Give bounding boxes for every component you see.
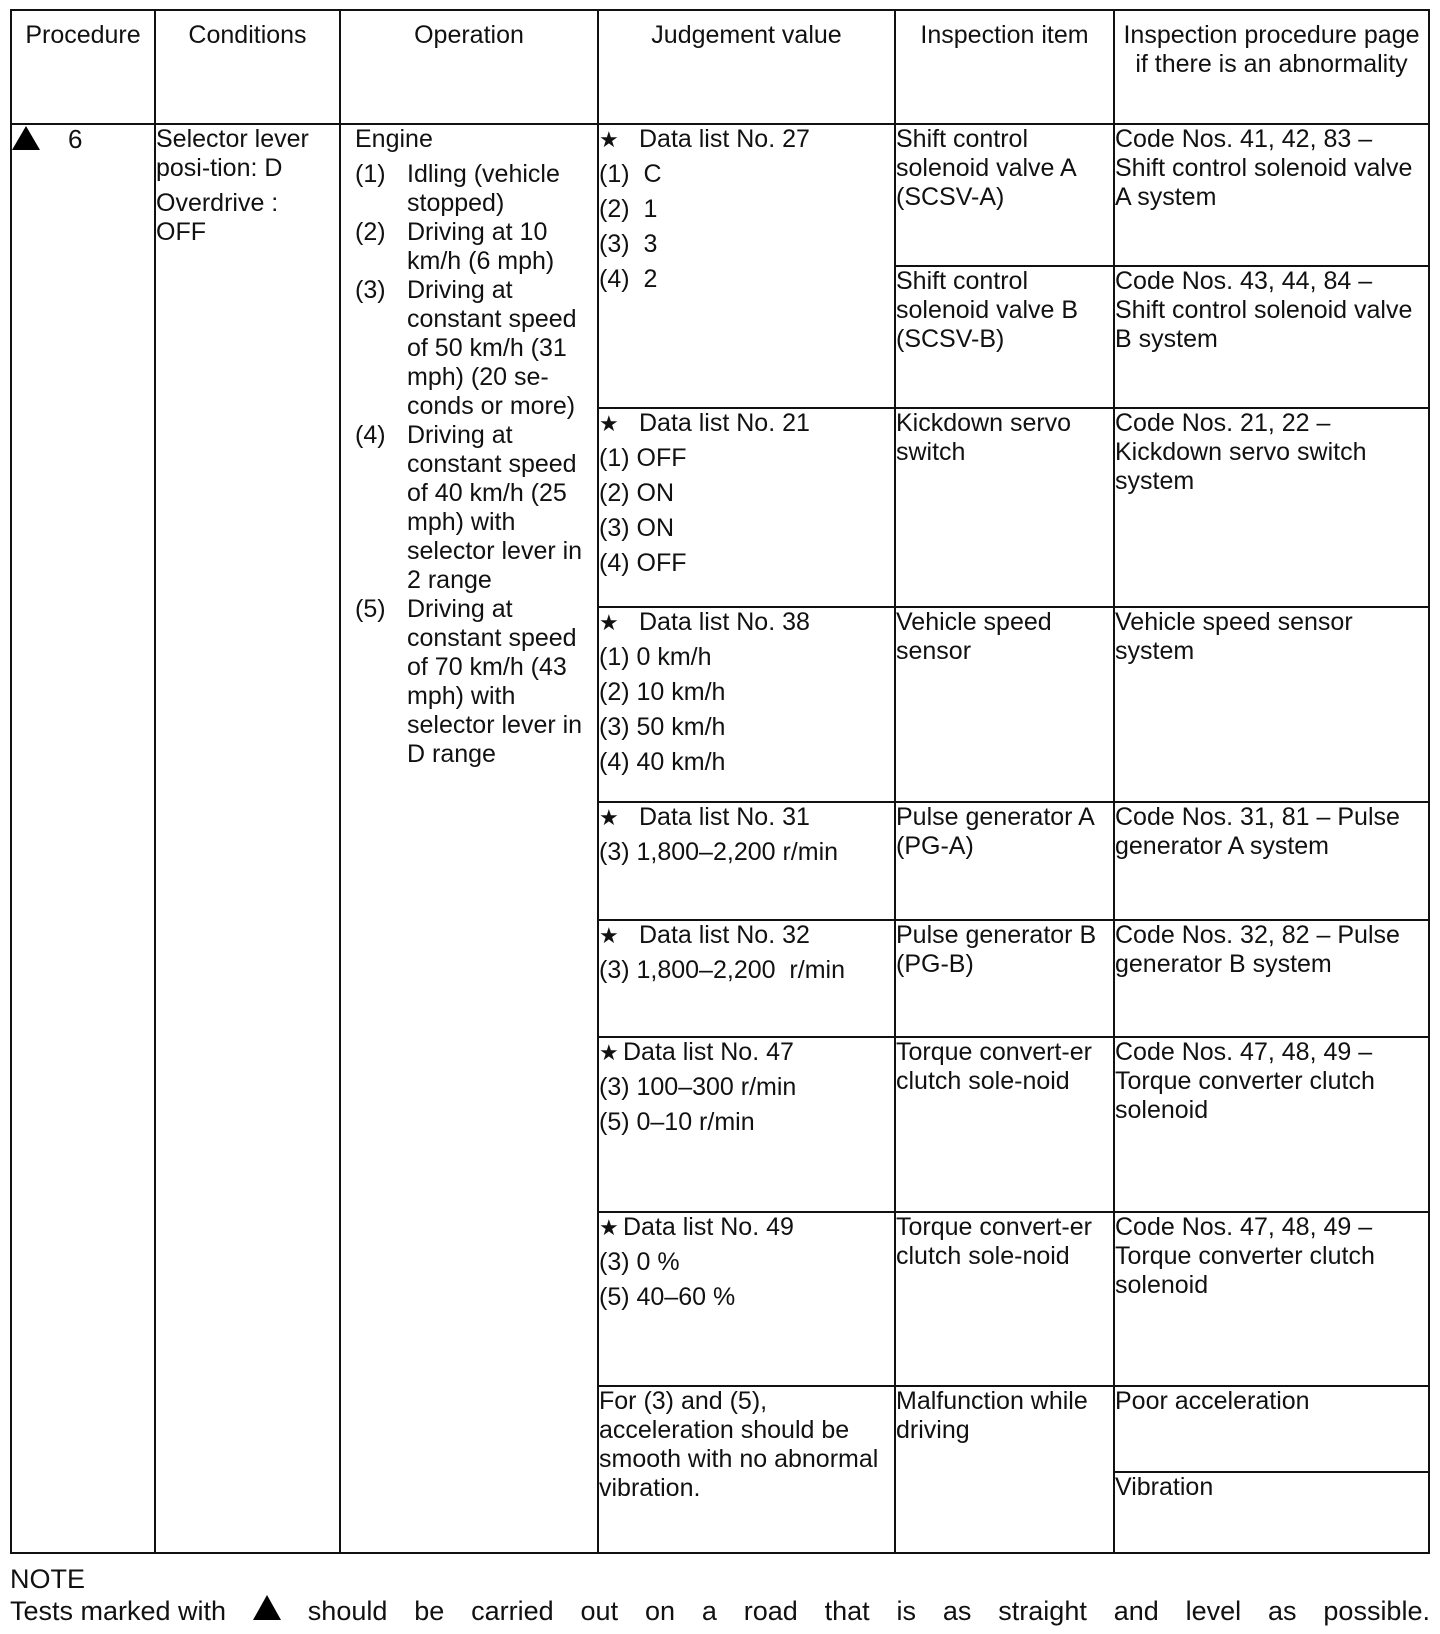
header-judgement-value: Judgement value bbox=[598, 10, 895, 124]
inspection-procedure-cell: Code Nos. 31, 81 – Pulse generator A system bbox=[1114, 802, 1429, 920]
inspection-procedure-cell: Vibration bbox=[1114, 1472, 1429, 1553]
judgement-cell bbox=[598, 607, 895, 803]
judgement-line: (3) 50 km/h bbox=[599, 712, 726, 741]
judgement-line: (3) 1,800–2,200 r/min bbox=[599, 955, 845, 984]
star-icon: ★ bbox=[599, 411, 619, 437]
inspection-item-cell: Kickdown servo switch bbox=[895, 408, 1114, 607]
judgement-cell bbox=[598, 1037, 895, 1211]
judgement-line: (1) OFF bbox=[599, 444, 687, 473]
procedure-number: 6 bbox=[68, 124, 83, 155]
star-icon: ★ bbox=[599, 922, 619, 948]
note-body: Tests marked with should be carried out on a road that is as straight and level as possible. bbox=[10, 1596, 1430, 1626]
procedure-cell bbox=[11, 124, 155, 1553]
inspection-item-cell: Shift control solenoid valve A (SCSV-A) bbox=[895, 124, 1114, 266]
inspection-table bbox=[10, 9, 1430, 1554]
inspection-procedure-cell: Code Nos. 47, 48, 49 – Torque converter clutch solenoid bbox=[1114, 1212, 1429, 1386]
judgement-line: (3) 1,800–2,200 r/min bbox=[599, 838, 839, 867]
operation-step: (5) Driving at constant speed of 70 km/h (43 mph) with selector lever in D range bbox=[355, 595, 583, 769]
judgement-cell bbox=[598, 802, 895, 920]
judgement-line: (2) 10 km/h bbox=[599, 677, 726, 706]
inspection-item-cell: Vehicle speed sensor bbox=[895, 607, 1114, 803]
operation-title: Engine bbox=[355, 125, 433, 154]
inspection-item-cell: Shift control solenoid valve B (SCSV-B) bbox=[895, 266, 1114, 408]
note-title: NOTE bbox=[10, 1564, 86, 1594]
inspection-procedure-cell: Code Nos. 41, 42, 83 – Shift control solenoid valve A system bbox=[1114, 124, 1429, 266]
judgement-title: Data list No. 21 bbox=[639, 409, 810, 438]
operation-step: (2) Driving at 10 km/h (6 mph) bbox=[355, 218, 555, 276]
judgement-cell bbox=[598, 920, 895, 1038]
judgement-line: (3) 100–300 r/min bbox=[599, 1073, 797, 1102]
judgement-line: (4) 2 bbox=[599, 265, 658, 294]
judgement-title: Data list No. 47 bbox=[623, 1038, 794, 1067]
judgement-title: Data list No. 31 bbox=[639, 803, 810, 832]
road-test-triangle-icon bbox=[12, 126, 40, 150]
judgement-cell bbox=[598, 408, 895, 607]
judgement-cell: For (3) and (5), acceleration should be smooth with no abnormal vibration. bbox=[598, 1386, 895, 1553]
inspection-procedure-cell: Poor acceleration bbox=[1114, 1386, 1429, 1472]
judgement-line: (4) OFF bbox=[599, 549, 687, 578]
inspection-item-cell: Torque convert-er clutch sole-noid bbox=[895, 1212, 1114, 1386]
operation-cell bbox=[340, 124, 598, 1553]
judgement-title: Data list No. 27 bbox=[639, 125, 810, 154]
star-icon: ★ bbox=[599, 805, 619, 831]
judgement-title: Data list No. 38 bbox=[639, 607, 810, 636]
judgement-title: Data list No. 49 bbox=[623, 1212, 794, 1241]
judgement-cell bbox=[598, 1212, 895, 1386]
judgement-line: (1) 0 km/h bbox=[599, 642, 712, 671]
operation-step: (3) Driving at constant speed of 50 km/h (31 mph) (20 se-conds or more) bbox=[355, 276, 577, 421]
inspection-procedure-cell: Code Nos. 47, 48, 49 – Torque converter clutch solenoid bbox=[1114, 1037, 1429, 1211]
judgement-line: (3) 0 % bbox=[599, 1247, 680, 1276]
condition-overdrive: Overdrive : OFF bbox=[156, 189, 286, 247]
judgement-title: Data list No. 32 bbox=[639, 920, 810, 949]
inspection-item-cell: Malfunction while driving bbox=[895, 1386, 1114, 1553]
inspection-item-cell: Pulse generator B (PG-B) bbox=[895, 920, 1114, 1038]
star-icon: ★ bbox=[599, 127, 619, 153]
judgement-line: (3) 3 bbox=[599, 230, 658, 259]
star-icon: ★ bbox=[599, 609, 619, 635]
inspection-procedure-cell: Code Nos. 32, 82 – Pulse generator B system bbox=[1114, 920, 1429, 1038]
judgement-cell bbox=[598, 124, 895, 408]
star-icon: ★ bbox=[599, 1040, 619, 1066]
header-procedure: Procedure bbox=[11, 10, 155, 124]
judgement-line: (5) 40–60 % bbox=[599, 1282, 736, 1311]
operation-step: (1) Idling (vehicle stopped) bbox=[355, 160, 560, 218]
header-inspection-procedure: Inspection procedure page if there is an abnormality bbox=[1114, 10, 1429, 124]
judgement-line: (5) 0–10 r/min bbox=[599, 1108, 755, 1137]
note-section bbox=[10, 1563, 1430, 1627]
inspection-item-cell: Pulse generator A (PG-A) bbox=[895, 802, 1114, 920]
operation-step: (4) Driving at constant speed of 40 km/h (25 mph) with selector lever in 2 range bbox=[355, 421, 583, 595]
star-icon: ★ bbox=[599, 1214, 619, 1240]
header-conditions: Conditions bbox=[155, 10, 340, 124]
judgement-line: (2) 1 bbox=[599, 195, 658, 224]
inspection-procedure-cell: Code Nos. 21, 22 – Kickdown servo switch system bbox=[1114, 408, 1429, 607]
inspection-procedure-cell: Code Nos. 43, 44, 84 – Shift control solenoid valve B system bbox=[1114, 266, 1429, 408]
judgement-line: (1) C bbox=[599, 160, 662, 189]
note-text-before: Tests marked with bbox=[10, 1596, 227, 1626]
road-test-triangle-icon bbox=[253, 1595, 281, 1620]
judgement-line: (4) 40 km/h bbox=[599, 747, 726, 776]
inspection-procedure-cell: Vehicle speed sensor system bbox=[1114, 607, 1429, 803]
condition-selector-lever: Selector lever posi-tion: D bbox=[156, 125, 316, 183]
header-operation: Operation bbox=[340, 10, 598, 124]
header-inspection-item: Inspection item bbox=[895, 10, 1114, 124]
conditions-cell bbox=[155, 124, 340, 1553]
judgement-line: (3) ON bbox=[599, 514, 674, 543]
table-row bbox=[11, 124, 1429, 266]
judgement-line: (2) ON bbox=[599, 479, 674, 508]
header-row bbox=[11, 10, 1429, 124]
inspection-item-cell: Torque convert-er clutch sole-noid bbox=[895, 1037, 1114, 1211]
